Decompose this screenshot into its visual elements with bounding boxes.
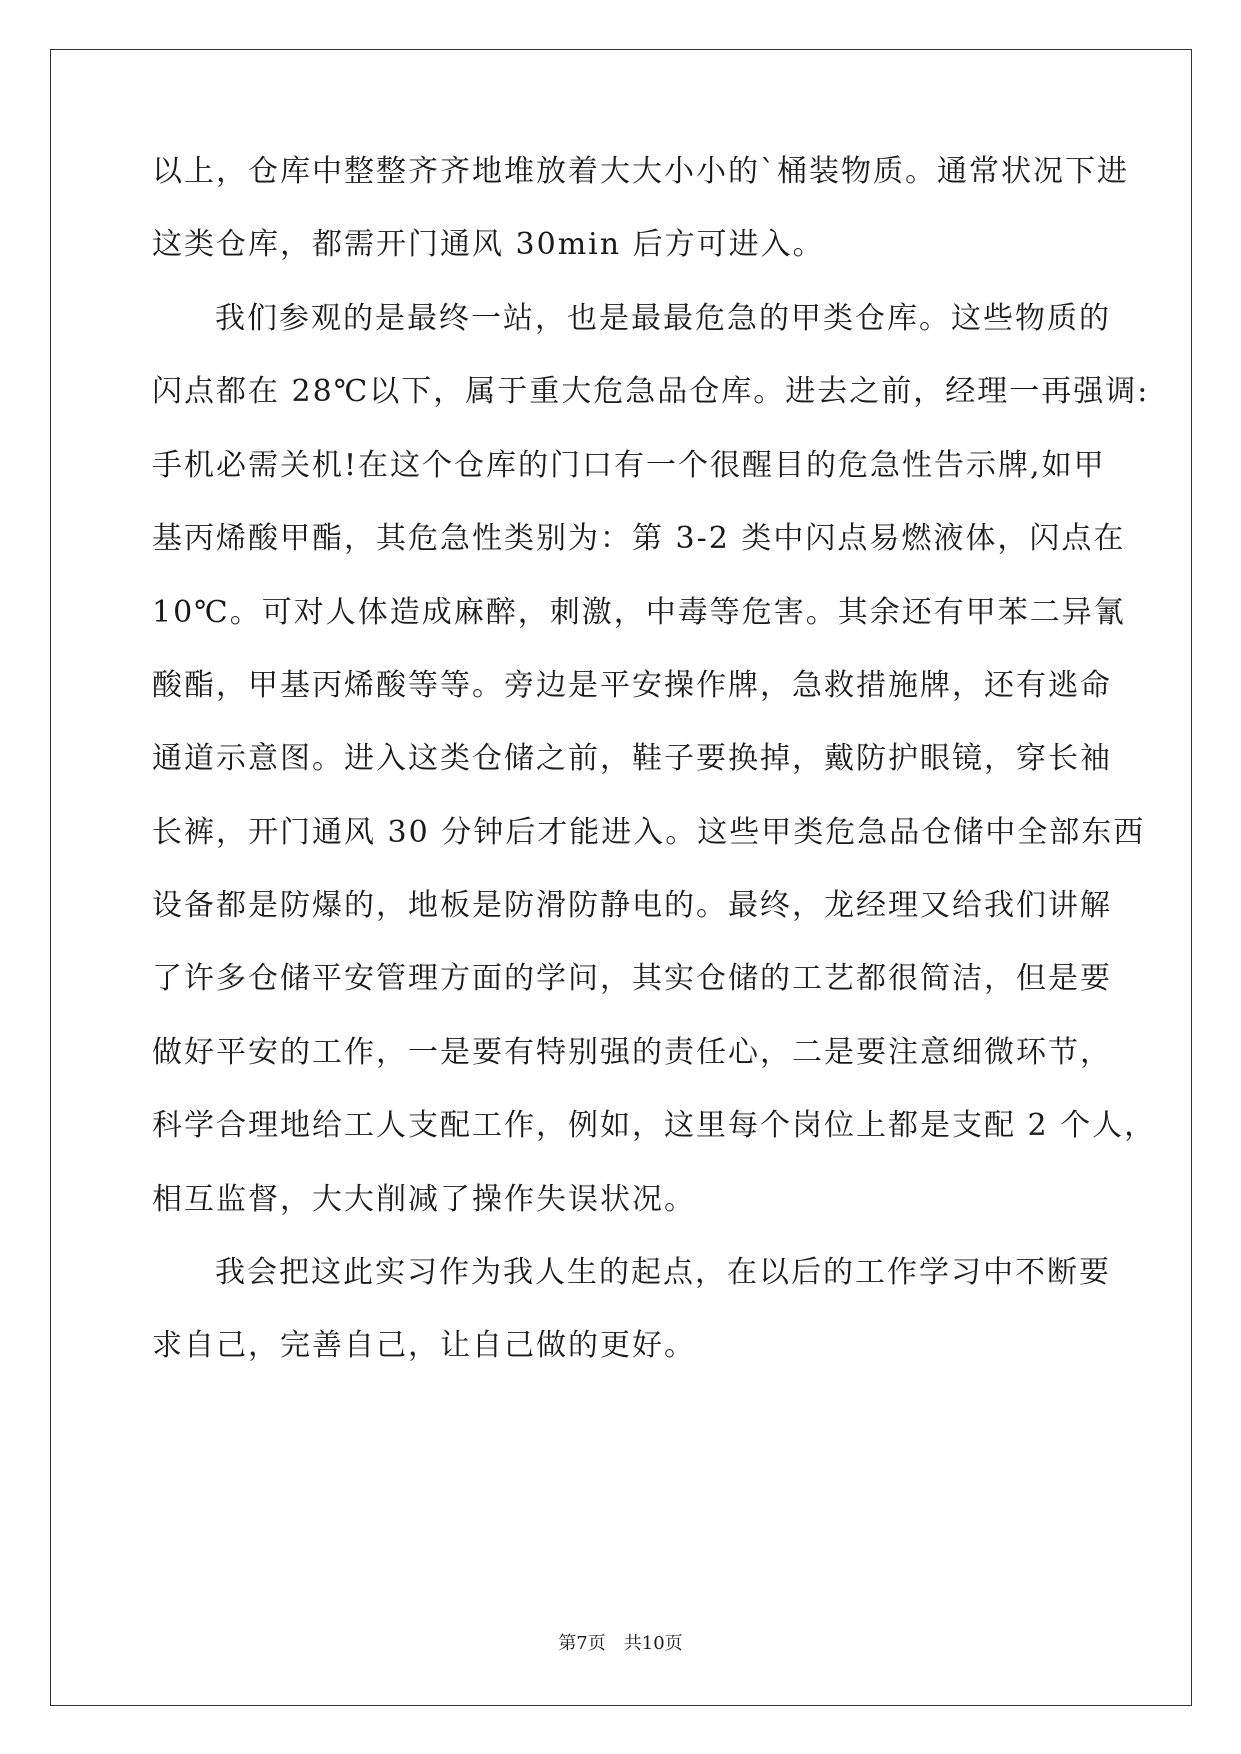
text-line: 了许多仓储平安管理方面的学问，其实仓储的工艺都很简洁，但是要 — [152, 961, 1112, 996]
text-line: 求自己，完善自己，让自己做的更好。 — [152, 1328, 696, 1363]
text-line: 10℃。可对人体造成麻醉，刺激，中毒等危害。其余还有甲苯二异氰 — [152, 595, 1126, 630]
page-total: 共10页 — [623, 1633, 683, 1654]
text-line: 基丙烯酸甲酯，其危急性类别为：第 3-2 类中闪点易燃液体，闪点在 — [152, 521, 1126, 556]
text-line: 以上，仓库中整整齐齐地堆放着大大小小的`桶装物质。通常状况下进 — [152, 154, 1129, 189]
paragraph-first-line: 我们参观的是最终一站，也是最最危急的甲类仓库。这些物质的 — [215, 301, 1111, 336]
page-footer — [0, 1632, 1241, 1656]
paragraph-first-line: 我会把这此实习作为我人生的起点，在以后的工作学习中不断要 — [215, 1255, 1111, 1290]
text-line: 科学合理地给工人支配工作，例如，这里每个岗位上都是支配 2 个人， — [152, 1108, 1157, 1143]
text-line: 闪点都在 28℃以下，属于重大危急品仓库。进去之前，经理一再强调: — [152, 374, 1150, 409]
page-border — [50, 49, 1192, 1706]
page-number: 第7页 — [558, 1633, 606, 1654]
text-line: 手机必需关机!在这个仓库的门口有一个很醒目的危急性告示牌,如甲 — [152, 448, 1106, 483]
text-line: 设备都是防爆的，地板是防滑防静电的。最终，龙经理又给我们讲解 — [152, 888, 1112, 923]
text-line: 相互监督，大大削减了操作失误状况。 — [152, 1182, 696, 1217]
text-line: 这类仓库，都需开门通风 30min 后方可进入。 — [152, 227, 825, 262]
text-line: 做好平安的工作，一是要有特别强的责任心，二是要注意细微环节， — [152, 1035, 1112, 1070]
text-line: 长裤，开门通风 30 分钟后才能进入。这些甲类危急品仓储中全部东西 — [152, 815, 1146, 850]
text-line: 通道示意图。进入这类仓储之前，鞋子要换掉，戴防护眼镜，穿长袖 — [152, 741, 1112, 776]
text-line: 酸酯，甲基丙烯酸等等。旁边是平安操作牌，急救措施牌，还有逃命 — [152, 668, 1112, 703]
